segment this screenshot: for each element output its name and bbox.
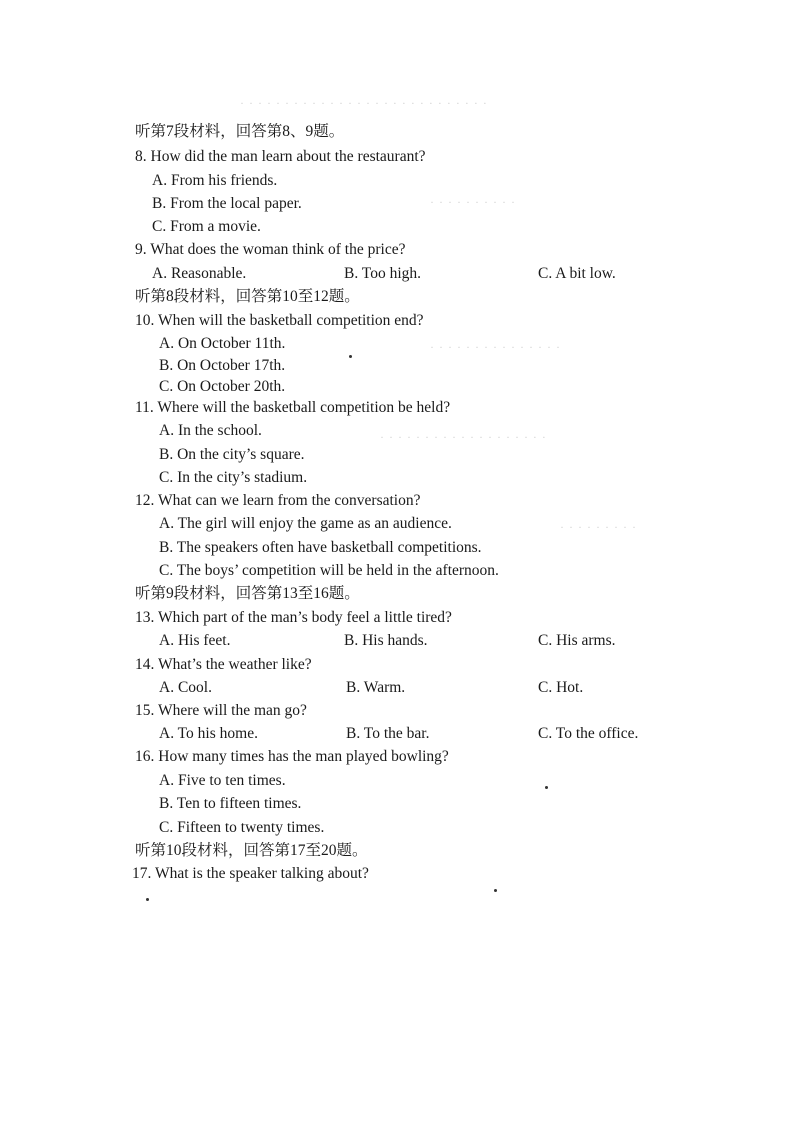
question-stem: 15. Where will the man go? (135, 702, 307, 719)
option-a: A. In the school. (159, 422, 262, 439)
question-stem: 8. How did the man learn about the restaurant? (135, 148, 426, 165)
scan-speck (146, 898, 149, 901)
bleed-through-mark: · · · · · · · · · · (430, 195, 516, 209)
scan-speck (545, 786, 548, 789)
option-a: A. The girl will enjoy the game as an audience. (159, 515, 452, 532)
option-c: C. Fifteen to twenty times. (159, 819, 325, 836)
option-c: C. A bit low. (538, 265, 616, 282)
question-stem: 17. What is the speaker talking about? (132, 865, 369, 882)
option-b: B. The speakers often have basketball competitions. (159, 539, 482, 556)
option-a: A. Cool. (159, 679, 212, 696)
option-c: C. On October 20th. (159, 378, 286, 395)
question-stem: 16. How many times has the man played bowling? (135, 748, 449, 765)
option-c: C. His arms. (538, 632, 616, 649)
scan-speck (494, 889, 497, 892)
option-b: B. On October 17th. (159, 357, 286, 374)
option-b: B. From the local paper. (152, 195, 302, 212)
question-stem: 9. What does the woman think of the price? (135, 241, 406, 258)
bleed-through-mark: · · · · · · · · · · · · · · · · · · · (380, 430, 547, 444)
option-b: B. To the bar. (346, 725, 430, 742)
question-stem: 14. What’s the weather like? (135, 656, 312, 673)
bleed-through-mark: · · · · · · · · · (560, 520, 637, 534)
scan-speck (349, 355, 352, 358)
option-c: C. In the city’s stadium. (159, 469, 308, 486)
question-stem: 12. What can we learn from the conversation? (135, 492, 421, 509)
option-a: A. To his home. (159, 725, 258, 742)
option-b: B. His hands. (344, 632, 428, 649)
option-c: C. To the office. (538, 725, 639, 742)
question-stem: 13. Which part of the man’s body feel a little tired? (135, 609, 452, 626)
section-heading: 听第7段材料，回答第8、9题。 (135, 123, 345, 140)
option-b: B. Ten to fifteen times. (159, 795, 302, 812)
option-a: A. From his friends. (152, 172, 278, 189)
option-a: A. His feet. (159, 632, 231, 649)
option-b: B. Too high. (344, 265, 422, 282)
question-stem: 10. When will the basketball competition end? (135, 312, 424, 329)
bleed-through-mark: · · · · · · · · · · · · · · · · · · · · · · · · · · · · (240, 96, 488, 110)
bleed-through-mark: · · · · · · · · · · · · · · · (430, 340, 561, 354)
option-a: A. Reasonable. (152, 265, 247, 282)
option-b: B. Warm. (346, 679, 406, 696)
option-c: C. The boys’ competition will be held in the afternoon. (159, 562, 499, 579)
section-heading: 听第9段材料，回答第13至16题。 (135, 585, 360, 602)
option-c: C. From a movie. (152, 218, 261, 235)
option-c: C. Hot. (538, 679, 584, 696)
section-heading: 听第8段材料，回答第10至12题。 (135, 288, 360, 305)
option-b: B. On the city’s square. (159, 446, 305, 463)
option-a: A. On October 11th. (159, 335, 286, 352)
question-stem: 11. Where will the basketball competition be held? (135, 399, 451, 416)
option-a: A. Five to ten times. (159, 772, 286, 789)
section-heading: 听第10段材料，回答第17至20题。 (135, 842, 368, 859)
